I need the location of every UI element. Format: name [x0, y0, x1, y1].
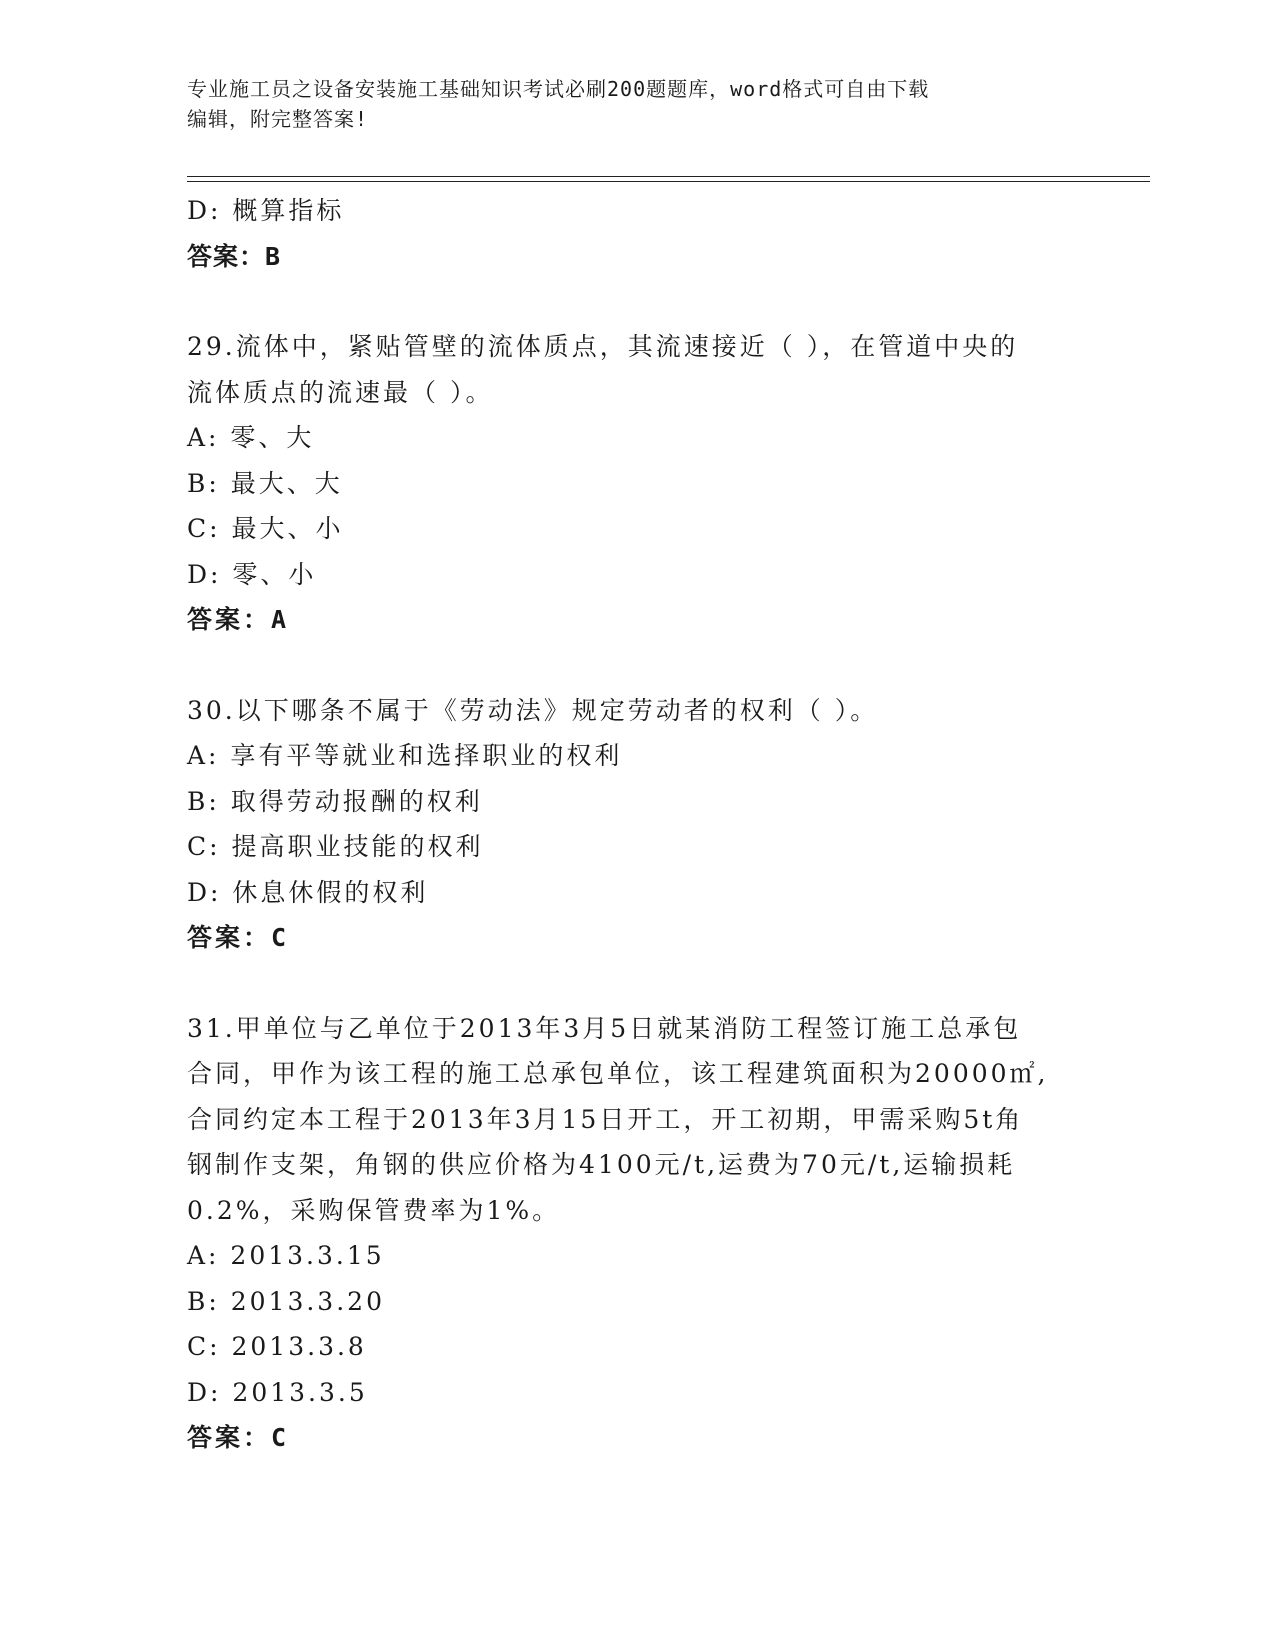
header-divider-bottom	[187, 181, 1150, 182]
option-d: D: 零、小	[187, 559, 317, 589]
question-29	[187, 324, 1077, 643]
question-stem-line: 流体质点的流速最（ ）。	[187, 377, 494, 407]
question-31	[187, 1006, 1077, 1461]
header-title-line-1: 专业施工员之设备安装施工基础知识考试必刷200题题库，word格式可自由下载	[187, 77, 930, 101]
question-stem-line: 合同约定本工程于2013年3月15日开工，开工初期，甲需采购5t角	[187, 1104, 1024, 1134]
header-title-line-2: 编辑，附完整答案!	[187, 107, 369, 131]
option-a: A: 零、大	[187, 423, 315, 452]
question-stem-line: 钢制作支架，角钢的供应价格为4100元/t,运费为70元/t,运输损耗	[187, 1150, 1016, 1179]
spacer	[187, 279, 1077, 324]
question-stem-line: 29.流体中，紧贴管壁的流体质点，其流速接近（ ），在管道中央的	[187, 332, 1019, 361]
option-d: D: 2013.3.5	[187, 1377, 368, 1407]
option-c: C: 最大、小	[187, 514, 344, 543]
spacer	[187, 961, 1077, 1006]
question-stem-line: 31.甲单位与乙单位于2013年3月5日就某消防工程签订施工总承包	[187, 1013, 1022, 1043]
answer: 答案：C	[187, 923, 290, 952]
option-d: D: 休息休假的权利	[187, 877, 429, 907]
question-28-tail	[187, 188, 1077, 279]
question-30	[187, 688, 1077, 961]
option-a: A: 享有平等就业和选择职业的权利	[187, 741, 623, 770]
spacer	[187, 643, 1077, 688]
option-b: B: 最大、大	[187, 468, 343, 498]
option-c: C: 2013.3.8	[187, 1332, 367, 1361]
option-c: C: 提高职业技能的权利	[187, 832, 484, 861]
answer: 答案：B	[187, 241, 282, 271]
answer: 答案：A	[187, 605, 290, 634]
option-a: A: 2013.3.15	[187, 1241, 385, 1270]
answer: 答案：C	[187, 1423, 290, 1452]
question-list	[187, 188, 1077, 1461]
option-b: B: 取得劳动报酬的权利	[187, 786, 483, 816]
header-divider-top	[187, 176, 1150, 177]
option-b: B: 2013.3.20	[187, 1286, 385, 1316]
document-header	[187, 74, 1067, 134]
question-stem-line: 合同，甲作为该工程的施工总承包单位，该工程建筑面积为20000㎡,	[187, 1059, 1049, 1088]
option-d: D: 概算指标	[187, 196, 345, 225]
question-stem-line: 30.以下哪条不属于《劳动法》规定劳动者的权利（ ）。	[187, 695, 879, 725]
question-stem-line: 0.2%，采购保管费率为1%。	[187, 1195, 561, 1225]
